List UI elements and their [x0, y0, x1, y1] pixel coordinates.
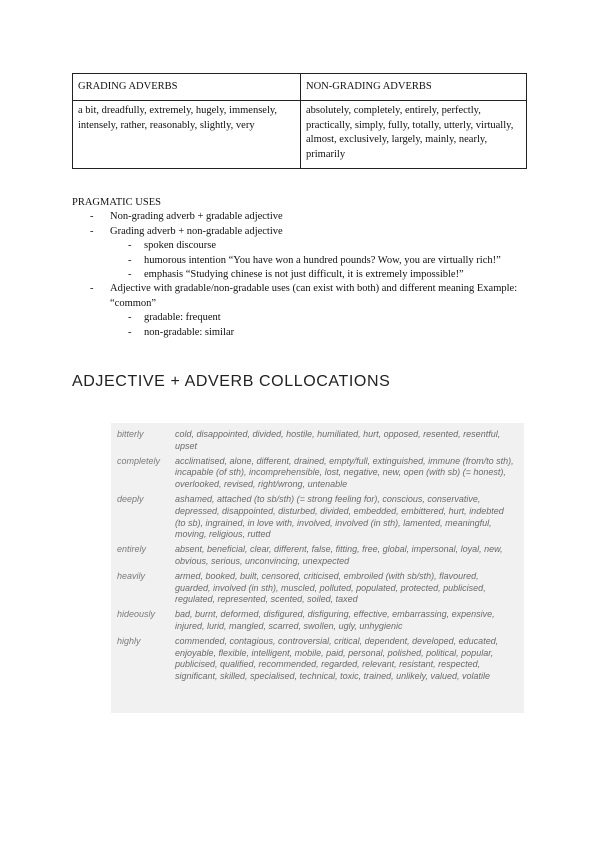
collocation-row — [111, 636, 524, 683]
collocation-adjectives: absent, beneficial, clear, different, false, fitting, free, global, impersonal, loyal, new, obvious, serious, unconvincing, unexpected — [175, 544, 503, 566]
list-item-text: Non-grading adverb + gradable adjective — [110, 211, 283, 223]
adverbs-table — [72, 73, 527, 169]
collocation-adjectives: cold, disappointed, divided, hostile, humiliated, hurt, opposed, resented, resentful, upset — [175, 429, 501, 451]
sub-item-text: humorous intention “You have won a hundred pounds? Wow, you are virtually rich!” — [144, 254, 501, 266]
collocation-adverb: heavily — [117, 570, 146, 581]
sub-item-text: spoken discourse — [144, 240, 217, 252]
sub-list-item — [110, 311, 542, 325]
collocation-adverb: highly — [117, 635, 141, 646]
sub-list-item — [110, 268, 542, 282]
collocation-adjectives: acclimatised, alone, different, drained, empty/full, extinguished, immune (from/to sth), incapable (of sth), incomprehensible, lost, negative, new, open (with sb) (= honest), overlooked, revised, right/wrong, untenable — [175, 455, 514, 490]
collocation-adverb: completely — [117, 455, 161, 466]
list-item — [72, 282, 542, 340]
sub-list — [110, 239, 542, 282]
collocation-adverb: entirely — [117, 544, 147, 555]
collocation-adjectives: bad, burnt, deformed, disfigured, disfiguring, effective, embarrassing, expensive, injured, lurid, mangled, scarred, swollen, ugly, unhygienic — [175, 609, 495, 631]
sub-item-text: emphasis “Studying chinese is not just difficult, it is extremely impossible!” — [144, 269, 464, 281]
sub-list-item — [110, 326, 542, 340]
list-item-text: Adjective with gradable/non-gradable uses (can exist with both) and different meaning Example: “common” — [110, 283, 518, 309]
collocation-adverb: hideously — [117, 609, 156, 620]
collocation-adjectives: ashamed, attached (to sb/sth) (= strong feeling for), conscious, conservative, depressed, disappointed, disturbed, divided, embedded, embittered, hurt, indebted (to sb), ingrained, in love with, involved, involved (in sth), lamented, meaningful, moving, religious, rutted — [175, 493, 504, 540]
table-row — [73, 101, 527, 169]
collocation-row — [111, 429, 524, 453]
sub-item-text: non-gradable: similar — [144, 326, 235, 338]
collocation-row — [111, 456, 524, 491]
header-grading: GRADING ADVERBS — [73, 74, 301, 101]
collocation-adjectives: commended, contagious, controversial, critical, dependent, developed, educated, enjoyable, flexible, intelligent, mobile, paid, personal, polished, political, popular, publicised, qualified, recommended, regarded, relevant, resistant, respected, significant, skilled, specialised, technical, toxic, trained, unlikely, valued, volatile — [175, 635, 499, 682]
section-heading: ADJECTIVE + ADVERB COLLOCATIONS — [72, 373, 391, 390]
list-item — [72, 225, 542, 283]
collocation-row — [111, 494, 524, 541]
sub-item-text: gradable: frequent — [144, 312, 221, 324]
cell-grading: a bit, dreadfully, extremely, hugely, immensely, intensely, rather, reasonably, slightly, very — [73, 101, 301, 169]
sub-list-item — [110, 254, 542, 268]
list-item-text: Grading adverb + non-gradable adjective — [110, 225, 283, 237]
header-non-grading: NON-GRADING ADVERBS — [301, 74, 527, 101]
list-item — [72, 210, 542, 224]
pragmatic-uses-section — [72, 196, 542, 340]
collocation-adjectives: armed, booked, built, censored, criticised, embroiled (with sb/sth), flavoured, guarded, involved (in sth), muscled, polluted, populated, protected, publicised, regulated, represented, scented, soiled, taxed — [175, 570, 486, 605]
cell-non-grading: absolutely, completely, entirely, perfectly, practically, simply, fully, totally, utterly, virtually, almost, exclusively, largely, mainly, nearly, primarily — [301, 101, 527, 169]
collocation-adverb: bitterly — [117, 429, 144, 439]
pragmatic-list — [72, 210, 542, 340]
table-header-row — [73, 74, 527, 101]
sub-list — [110, 311, 542, 340]
collocation-row — [111, 544, 524, 568]
collocations-image — [111, 423, 524, 713]
sub-list-item — [110, 239, 542, 253]
collocation-adverb: deeply — [117, 493, 144, 504]
pragmatic-title: PRAGMATIC USES — [72, 197, 161, 208]
collocation-row — [111, 609, 524, 633]
collocation-row — [111, 571, 524, 606]
